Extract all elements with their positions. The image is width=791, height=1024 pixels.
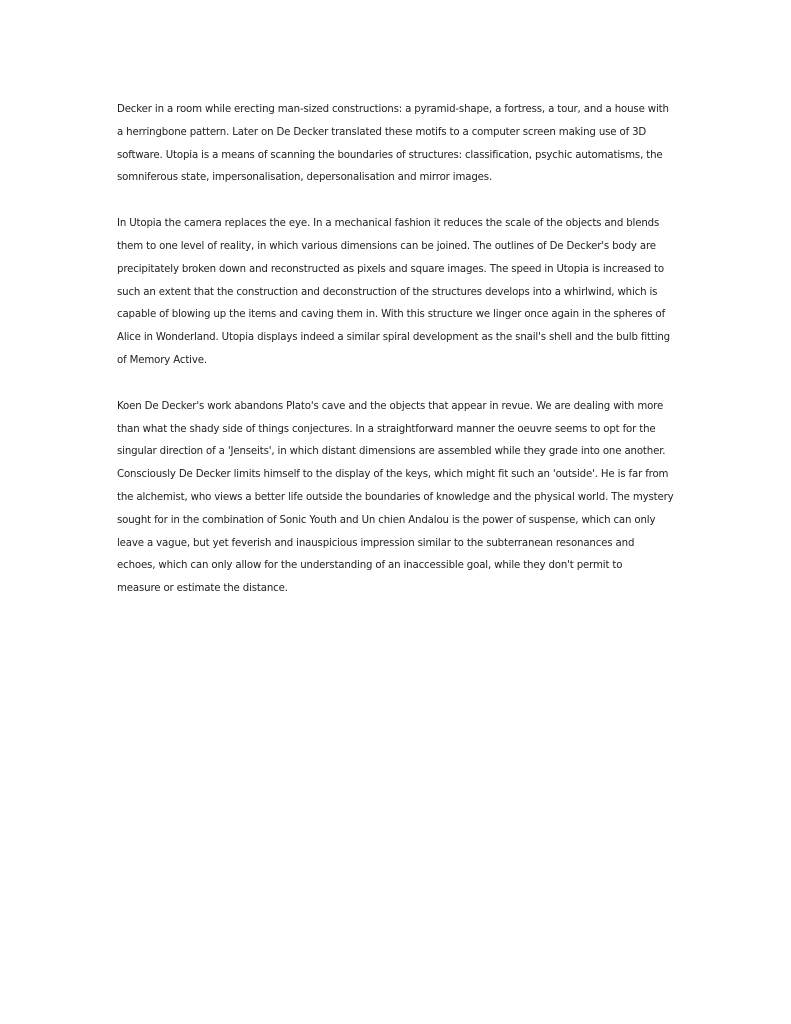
text-line: precipitately broken down and reconstructed as pixels and square images. The speed in Utopia is increased to xyxy=(117,263,664,275)
text-line: Consciously De Decker limits himself to the display of the keys, which might fit such an 'outside'. He is far from xyxy=(117,469,669,481)
text-line: a herringbone pattern. Later on De Decker translated these motifs to a computer screen making use of 3D xyxy=(117,126,647,138)
text-line: echoes, which can only allow for the understanding of an inaccessible goal, while they don't permit to xyxy=(117,560,623,572)
paragraph-2 xyxy=(117,213,682,373)
text-line: them to one level of reality, in which various dimensions can be joined. The outlines of De Decker's body are xyxy=(117,240,656,252)
text-line: In Utopia the camera replaces the eye. In a mechanical fashion it reduces the scale of the objects and blends xyxy=(117,218,660,230)
text-line: somniferous state, impersonalisation, depersonalisation and mirror images. xyxy=(117,172,493,184)
text-line: the alchemist, who views a better life outside the boundaries of knowledge and the physical world. The mystery xyxy=(117,491,674,503)
text-line: sought for in the combination of Sonic Youth and Un chien Andalou is the power of suspense, which can only xyxy=(117,514,656,526)
body-text xyxy=(117,99,682,624)
text-line: Alice in Wonderland. Utopia displays indeed a similar spiral development as the snail's shell and the bulb fitting xyxy=(117,332,670,344)
text-line: software. Utopia is a means of scanning the boundaries of structures: classification, psychic automatisms, the xyxy=(117,149,663,161)
text-line: measure or estimate the distance. xyxy=(117,583,288,595)
text-line: than what the shady side of things conjectures. In a straightforward manner the oeuvre seems to opt for the xyxy=(117,423,656,435)
text-line: singular direction of a 'Jenseits', in which distant dimensions are assembled while they grade into one another. xyxy=(117,446,666,458)
text-line: leave a vague, but yet feverish and inauspicious impression similar to the subterranean resonances and xyxy=(117,537,635,549)
text-line: such an extent that the construction and deconstruction of the structures develops into a whirlwind, which is xyxy=(117,286,658,298)
text-line: capable of blowing up the items and caving them in. With this structure we linger once again in the spheres of xyxy=(117,309,666,321)
paragraph-3 xyxy=(117,396,682,601)
paragraph-1 xyxy=(117,99,682,190)
text-line: Decker in a room while erecting man-sized constructions: a pyramid-shape, a fortress, a tour, and a house with xyxy=(117,104,669,115)
text-line: of Memory Active. xyxy=(117,354,207,366)
text-line: Koen De Decker's work abandons Plato's cave and the objects that appear in revue. We are dealing with more xyxy=(117,400,664,412)
